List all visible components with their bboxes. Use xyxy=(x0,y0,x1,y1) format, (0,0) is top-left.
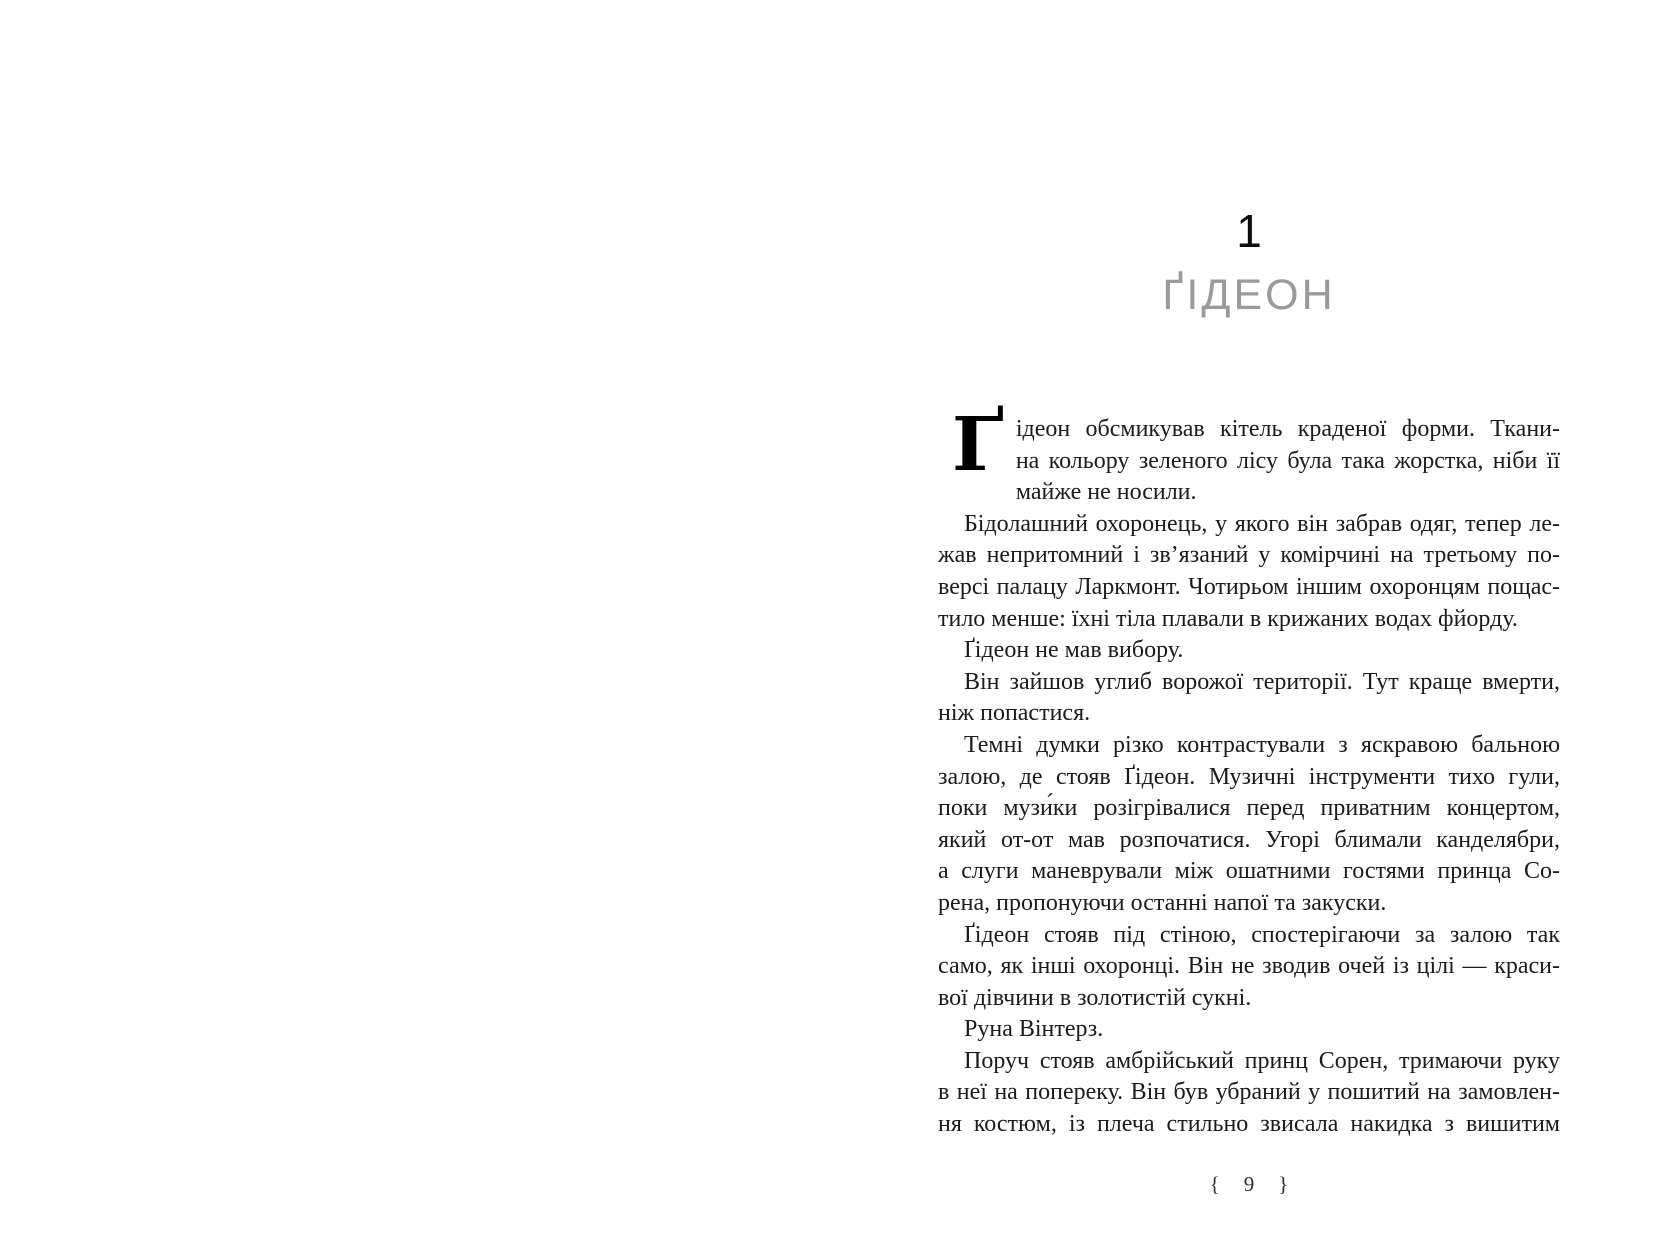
paragraph xyxy=(938,402,1560,509)
right-page xyxy=(827,0,1654,1240)
text-line: Руна Вінтерз. xyxy=(964,1016,1104,1043)
page-number: 9 xyxy=(1243,1172,1255,1196)
paragraph xyxy=(938,509,1560,635)
text-line: Ґідеон не мав вибору. xyxy=(964,637,1184,664)
text-line: Він зайшов углиб ворожої території. Тут краще вмерти, xyxy=(964,668,1560,695)
page-footer xyxy=(938,1172,1560,1197)
text-line: на кольору зеленого лісу була така жорстка, ніби її xyxy=(1015,447,1560,474)
footer-close-brace: } xyxy=(1278,1172,1289,1196)
drop-cap: Ґ xyxy=(952,402,1004,488)
paragraph xyxy=(938,635,1560,667)
body-text xyxy=(938,402,1560,1141)
text-line: залою, де стояв Ґідеон. Музичні інструменти тихо гули, xyxy=(938,763,1560,790)
text-line: майже не носили. xyxy=(1015,479,1197,506)
text-line: ніж попастися. xyxy=(938,700,1091,727)
text-line: вої дівчини в золотистій сукні. xyxy=(938,984,1252,1011)
text-line: а слуги маневрували між ошатними гостями принца Со- xyxy=(938,858,1560,885)
paragraph xyxy=(938,730,1560,920)
paragraph xyxy=(938,1046,1560,1141)
chapter-number: 1 xyxy=(1236,205,1262,257)
text-line: Поруч стояв амбрійський принц Сорен, тримаючи руку xyxy=(964,1047,1560,1074)
text-line: який от-от мав розпочатися. Угорі блимали канделябри, xyxy=(938,826,1560,853)
text-line: рена, пропонуючи останні напої та закуски. xyxy=(938,889,1387,916)
paragraph xyxy=(938,667,1560,730)
text-line: поки музи́ки розігрівалися перед приватним концертом, xyxy=(938,795,1560,822)
text-line: тило менше: їхні тіла плавали в крижаних водах фйорду. xyxy=(938,605,1518,632)
text-line: ня костюм, із плеча стильно звисала накидка з вишитим xyxy=(938,1111,1560,1138)
text-line: само, як інші охоронці. Він не зводив очей із цілі — краси- xyxy=(938,953,1560,980)
text-line: в неї на попереку. Він був убраний у пошитий на замовлен- xyxy=(938,1079,1560,1106)
paragraph xyxy=(938,1014,1560,1046)
text-line: Ґідеон стояв під стіною, спостерігаючи за залою так xyxy=(964,921,1560,948)
text-line: ідеон обсмикував кітель краденої форми. Ткани- xyxy=(1015,416,1560,442)
text-line: Бідолашний охоронець, у якого він забрав одяг, тепер ле- xyxy=(964,510,1560,537)
text-line: жав непритомний і зв’язаний у комірчині на третьому по- xyxy=(938,542,1560,569)
text-line: версі палацу Ларкмонт. Чотирьом іншим охоронцям пощас- xyxy=(938,573,1560,600)
paragraph xyxy=(938,920,1560,1015)
chapter-title: ҐІДЕОН xyxy=(1162,271,1336,319)
text-line: Темні думки різко контрастували з яскравою бальною xyxy=(964,731,1560,758)
footer-open-brace: { xyxy=(1209,1172,1220,1196)
